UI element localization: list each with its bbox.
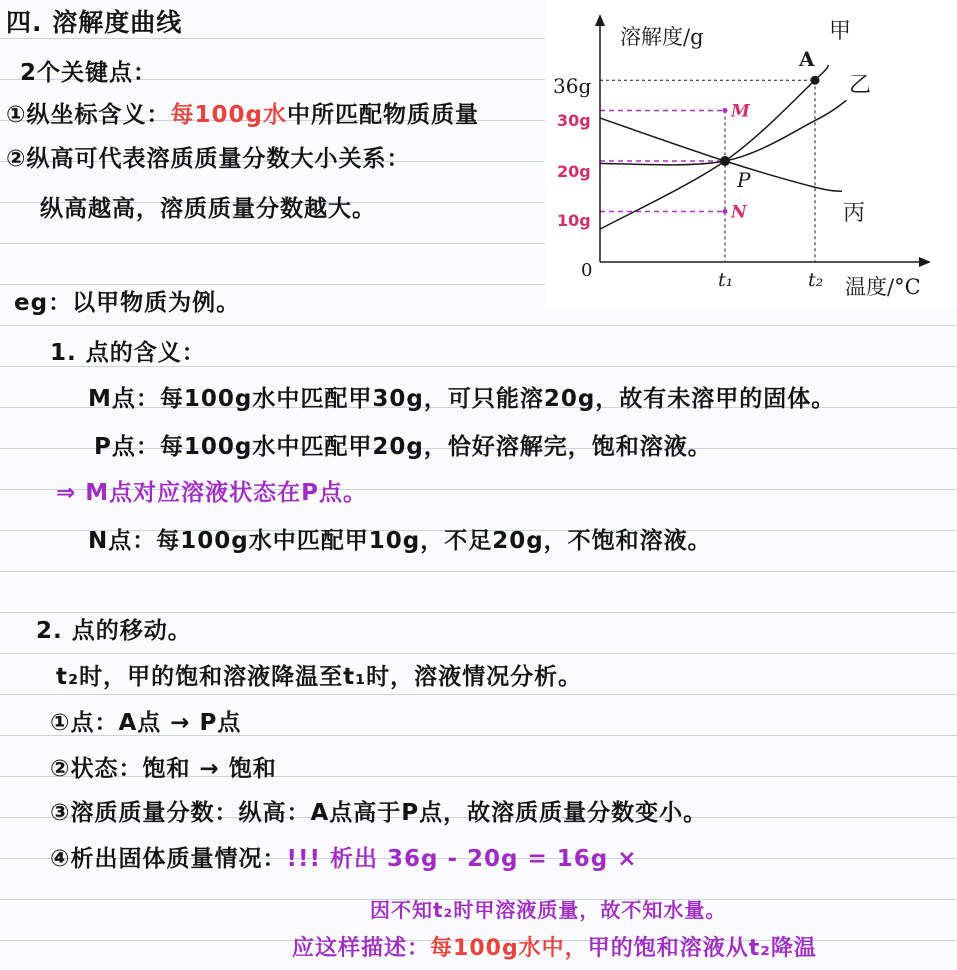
item4-should-red: 每100g水中， [430,936,588,961]
series-label-bing: 丙 [843,201,866,226]
x-tick-t1: t₁ [718,269,734,291]
point1-prefix: ①纵坐标含义： [6,102,171,128]
series-label-jia: 甲 [829,19,852,44]
y-axis-label: 溶解度/g [620,25,704,49]
item4-should-suffix: 甲的饱和溶液从t₂降温 [587,936,817,961]
point1-red: 每100g水 [170,102,287,128]
point-label-A: A [799,47,815,72]
item2: ②状态：饱和 → 饱和 [50,756,277,782]
y-tick-10g: 10g [557,211,591,230]
y-tick-30g: 30g [557,111,591,130]
item3: ③溶质质量分数：纵高：A点高于P点，故溶质质量分数变小。 [50,800,708,826]
y-tick-36g: 36g [553,74,592,98]
origin-label: 0 [581,260,593,281]
x-tick-t2: t₂ [808,269,824,291]
item4-should [292,936,817,962]
p-point-note: P点：每100g水中匹配甲20g，恰好溶解完，饱和溶液。 [94,434,712,460]
item4-prefix: ④析出固体质量情况： [50,846,287,872]
point-P [720,156,730,166]
x-axis-label: 温度/°C [845,275,921,299]
point2: ②纵高可代表溶质质量分数大小关系： [6,146,411,172]
point-label-M: M [731,101,750,122]
m-to-p-note: ⇒ M点对应溶液状态在P点。 [56,480,368,506]
point-A [811,76,820,85]
point2-detail: 纵高越高，溶质质量分数越大。 [40,196,376,222]
item1: ①点：A点 → P点 [50,710,242,736]
m-point-note: M点：每100g水中匹配甲30g，可只能溶20g，故有未溶甲的固体。 [88,386,836,412]
point1-suffix: 中所匹配物质质量 [286,102,479,128]
series-label-yi: 乙 [849,73,872,98]
point-label-P: P [737,168,751,192]
section2-title: 2. 点的移动。 [36,618,192,644]
key-points-title: 2个关键点： [20,60,158,86]
item4-purple: !!! 析出 36g - 20g = 16g × [286,846,638,872]
eg-line: eg：以甲物质为例。 [14,290,241,316]
section2-intro: t₂时，甲的饱和溶液降温至t₁时，溶液情况分析。 [56,664,583,690]
item4-reason: 因不知t₂时甲溶液质量，故不知水量。 [370,898,727,922]
point-label-N: N [731,202,747,223]
n-point-note: N点：每100g水中匹配甲10g，不足20g，不饱和溶液。 [88,528,712,554]
point-N [723,209,728,214]
point1 [6,102,479,130]
solubility-chart [545,0,957,308]
section1-title: 1. 点的含义： [50,340,206,366]
point-M [723,108,728,113]
item4 [50,846,638,874]
heading: 四. 溶解度曲线 [6,8,183,37]
item4-should-prefix: 应这样描述： [292,936,431,961]
y-tick-20g: 20g [557,162,591,181]
